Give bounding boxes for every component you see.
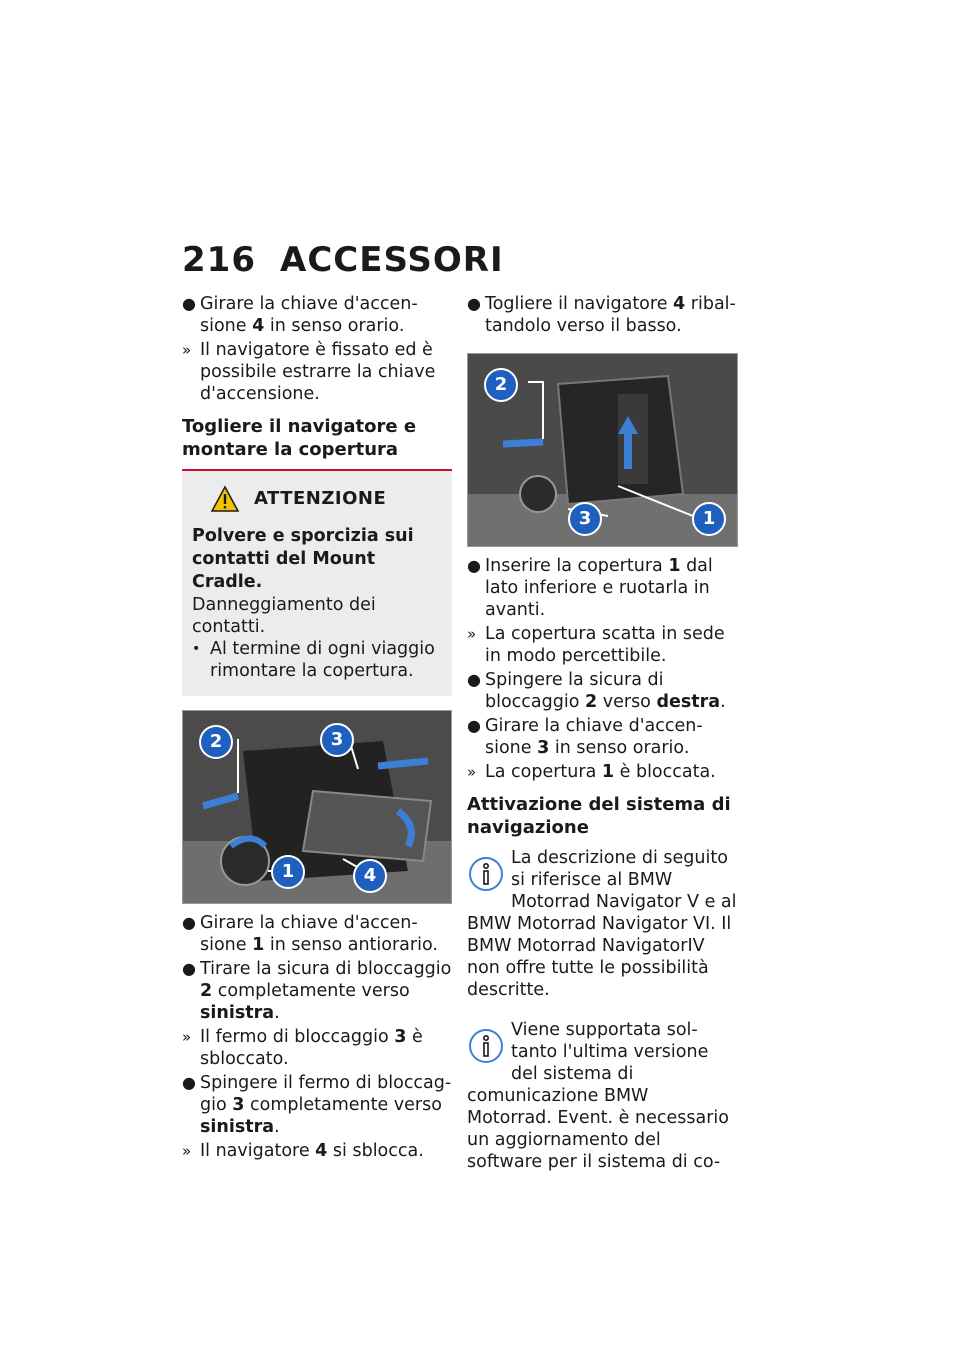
info-note-text: La descrizione di seguito si riferisce al BMW Motorrad Navigator V e al BMW Motorrad Navigator VI. Il BMW Motorrad NavigatorIV non offre tutte le possibilità descritte. xyxy=(467,848,737,1000)
list-item: » La copertura 1 è bloccata. xyxy=(467,762,716,782)
page-header xyxy=(182,240,504,280)
callout-1: 1 xyxy=(692,502,726,536)
left-column xyxy=(182,293,452,1164)
list-item: ● Girare la chiave d'accensione 3 in senso orario. xyxy=(467,716,703,758)
list-item: ● Togliere il navigatore 4 ribaltandolo verso il basso. xyxy=(467,294,736,336)
list-item: » Il fermo di bloccaggio 3 è sbloccato. xyxy=(182,1027,423,1069)
warning-action: • Al termine di ogni viaggio rimontare la copertura. xyxy=(192,639,435,681)
callout-2: 2 xyxy=(199,725,233,759)
navigator-removal-figure xyxy=(182,710,452,904)
warning-title-row xyxy=(210,485,440,513)
warning-title: ATTENZIONE xyxy=(254,488,387,509)
info-note xyxy=(467,1019,737,1173)
cover-install-figure xyxy=(467,353,738,547)
info-note-text: Viene supportata soltanto l'ultima versione del sistema di comunicazione BMW Motorrad. Event. è necessario un aggiornamento del software per il sistema di co- xyxy=(467,1020,729,1172)
warning-box xyxy=(182,471,452,696)
info-note xyxy=(467,847,737,1001)
info-icon xyxy=(467,1027,505,1065)
info-icon xyxy=(467,855,505,893)
left-intro-list xyxy=(182,293,452,405)
left-step-list xyxy=(182,912,452,1162)
section-heading: Attivazione del sistema di navigazione xyxy=(467,794,731,838)
right-step-list xyxy=(467,555,737,783)
callout-3: 3 xyxy=(320,723,354,757)
chapter-title: ACCESSORI xyxy=(280,240,504,280)
list-item: » Il navigatore è fissato ed è possibile estrarre la chiave d'accensione. xyxy=(182,340,436,404)
right-column xyxy=(467,293,737,1173)
list-item: ● Spingere il fermo di bloccaggio 3 completamente verso sinistra. xyxy=(182,1073,452,1137)
step-bullet: ● xyxy=(182,294,196,313)
list-item: » Il navigatore 4 si sblocca. xyxy=(182,1141,424,1161)
callout-4: 4 xyxy=(353,859,387,893)
callout-1: 1 xyxy=(271,855,305,889)
section-heading: Togliere il navigatore e montare la copertura xyxy=(182,416,417,460)
list-item: ● Girare la chiave d'accensione 4 in senso orario. xyxy=(182,294,418,336)
list-item: ● Tirare la sicura di bloccaggio 2 completamente verso sinistra. xyxy=(182,959,452,1023)
list-item: ● Inserire la copertura 1 dal lato inferiore e ruotarla in avanti. xyxy=(467,556,713,620)
list-item: » La copertura scatta in sede in modo percettibile. xyxy=(467,624,725,666)
warning-triangle-icon xyxy=(210,485,240,513)
warning-hazard: Polvere e sporcizia sui contatti del Mount Cradle. xyxy=(192,526,414,592)
page-number: 216 xyxy=(182,240,256,280)
callout-3: 3 xyxy=(568,502,602,536)
callout-2: 2 xyxy=(484,368,518,402)
list-item: ● Girare la chiave d'accensione 1 in senso antiorario. xyxy=(182,913,438,955)
result-marker: » xyxy=(182,341,192,359)
list-item: ● Spingere la sicura di bloccaggio 2 verso destra. xyxy=(467,670,726,712)
warning-consequence: Danneggiamento dei contatti. xyxy=(192,595,376,637)
